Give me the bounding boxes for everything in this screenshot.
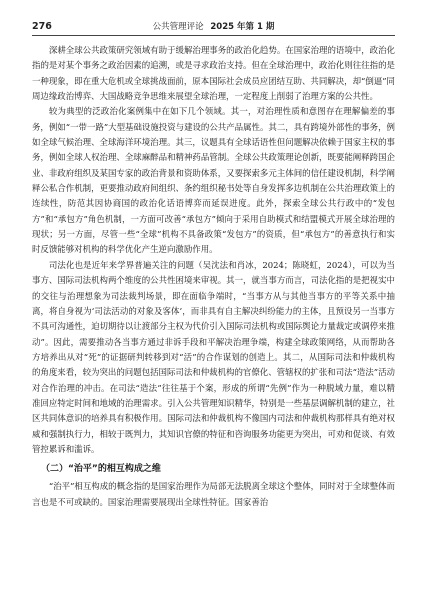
paragraph-2: 较为典型的泛政治化案例集中在如下几个领域。其一，对治理性质和意图存在理解偏差的事务，例如“一带一路”大型基础设施投资与建设的公共产品属性。其二，具有跨境外部性的事务，例如全球气候治理、全球海洋环境治理。其三，议题具有全球话语性但问题解决依赖于国家主权的事务，例如全球人权治理、全球麻醉品和精神药品管制。全球公共政策理论创新，既要能阐释跨国企业、非政府组织及某国专家的政治背景和资助体系，又要探索多元主体间的信任建设机制，科学阐释公私合作机制，更要推动政府间组织、条约组织秘书处等自身发挥多边机制在公共治理政策上的连续性，防范其因协商国的政治化话语博弈而延误进度。此外，探索全球公共行政中的“发包方”和“承包方”角色机制，一方面可改善“承包方”倾向于采用自助模式和结盟模式开展全球治理的现状；另一方面，尽管一些“全球”机构不具备政策“发包方”的资质，但“承包方”的善意执行和实时反馈能够对机构的科学优化产生逆向激励作用。	[32, 106, 395, 255]
paragraph-3: 司法化也是近年来学界普遍关注的问题（吴沈法和肖冰，2024；陈晓虹，2024），可以为当事方、国际司法机构两个维度的公共性困境来审视。其一，就当事方而言，司法化指的是把视实中的交往与治理想象为司法裁判场景，即在面临争端时，“当事方从与其他当事方的平等关系中抽离，将自身视为‘司法活动的对象及客体’，而非具有自主解决纠纷能力的主体，且预设另一当事方不具可沟通性，迫切期待以让渡部分主权为代价引入国际司法机构或国际舆论力量裁定或调停来推动”。因此，需要推动各当事方通过非诉手段和平解决治理争端，构建全球政策网络，从而帮助各方培养出从对“死”的证据研判转移到对“活”的合作谋划的创造上。其二，从国际司法和仲裁机构的角度来看，较为突出的问题包括国际司法和仲裁机构的官僚化、管辖权的扩张和司法“造法”活动对合作治理的冲击。在司法“造法”往往基于个案，形成的所谓“先例”作为一种脱域力量，难以精准回应特定时间和地域的治理需求。引入公共管理知识精华，特别是一些基层调解机制的建立，社区共同体意识的培养具有积极作用。国际司法和仲裁机构不像国内司法和仲裁机构那样具有绝对权威和强制执行力，相较于既判力，其知识官僚的特征和咨询服务功能更为突出，可劝和促谈、有效管控累诉和滥诉。	[32, 259, 395, 454]
page-number: 276	[32, 21, 52, 32]
journal-name: 公共管理评论	[152, 22, 204, 32]
section-heading: （二）“治平”的相互构成之维	[41, 464, 161, 475]
header-rule	[32, 35, 395, 36]
paragraph-4: “治平”相互构成的概念指的是国家治理作为局部无法脱离全球这个整体，同时对于全球整体而言也是不可或缺的。国家治理需要展现出全球性特征。国家善治	[32, 481, 396, 507]
journal-title	[122, 20, 395, 32]
article-body	[32, 43, 395, 510]
running-head	[32, 18, 395, 32]
issue-label: 2025 年第 1 期	[210, 22, 275, 32]
paragraph-1: 深耕全球公共政策研究领域有助于缓解治理事务的政治化趋势。在国家治理的语境中，政治化指的是对某个事务之政治因素的追溯，或是寻求政治支持。但在全球治理中，政治化则往往指的是一种现象，即在重大危机或全球挑战面前，原本国际社会成员应团结互助、共同解决，却“倒逼”同周边缘政治博弈、大国战略竞争思维来展望全球治理，一定程度上削弱了治理方案的公共性。	[32, 45, 395, 102]
